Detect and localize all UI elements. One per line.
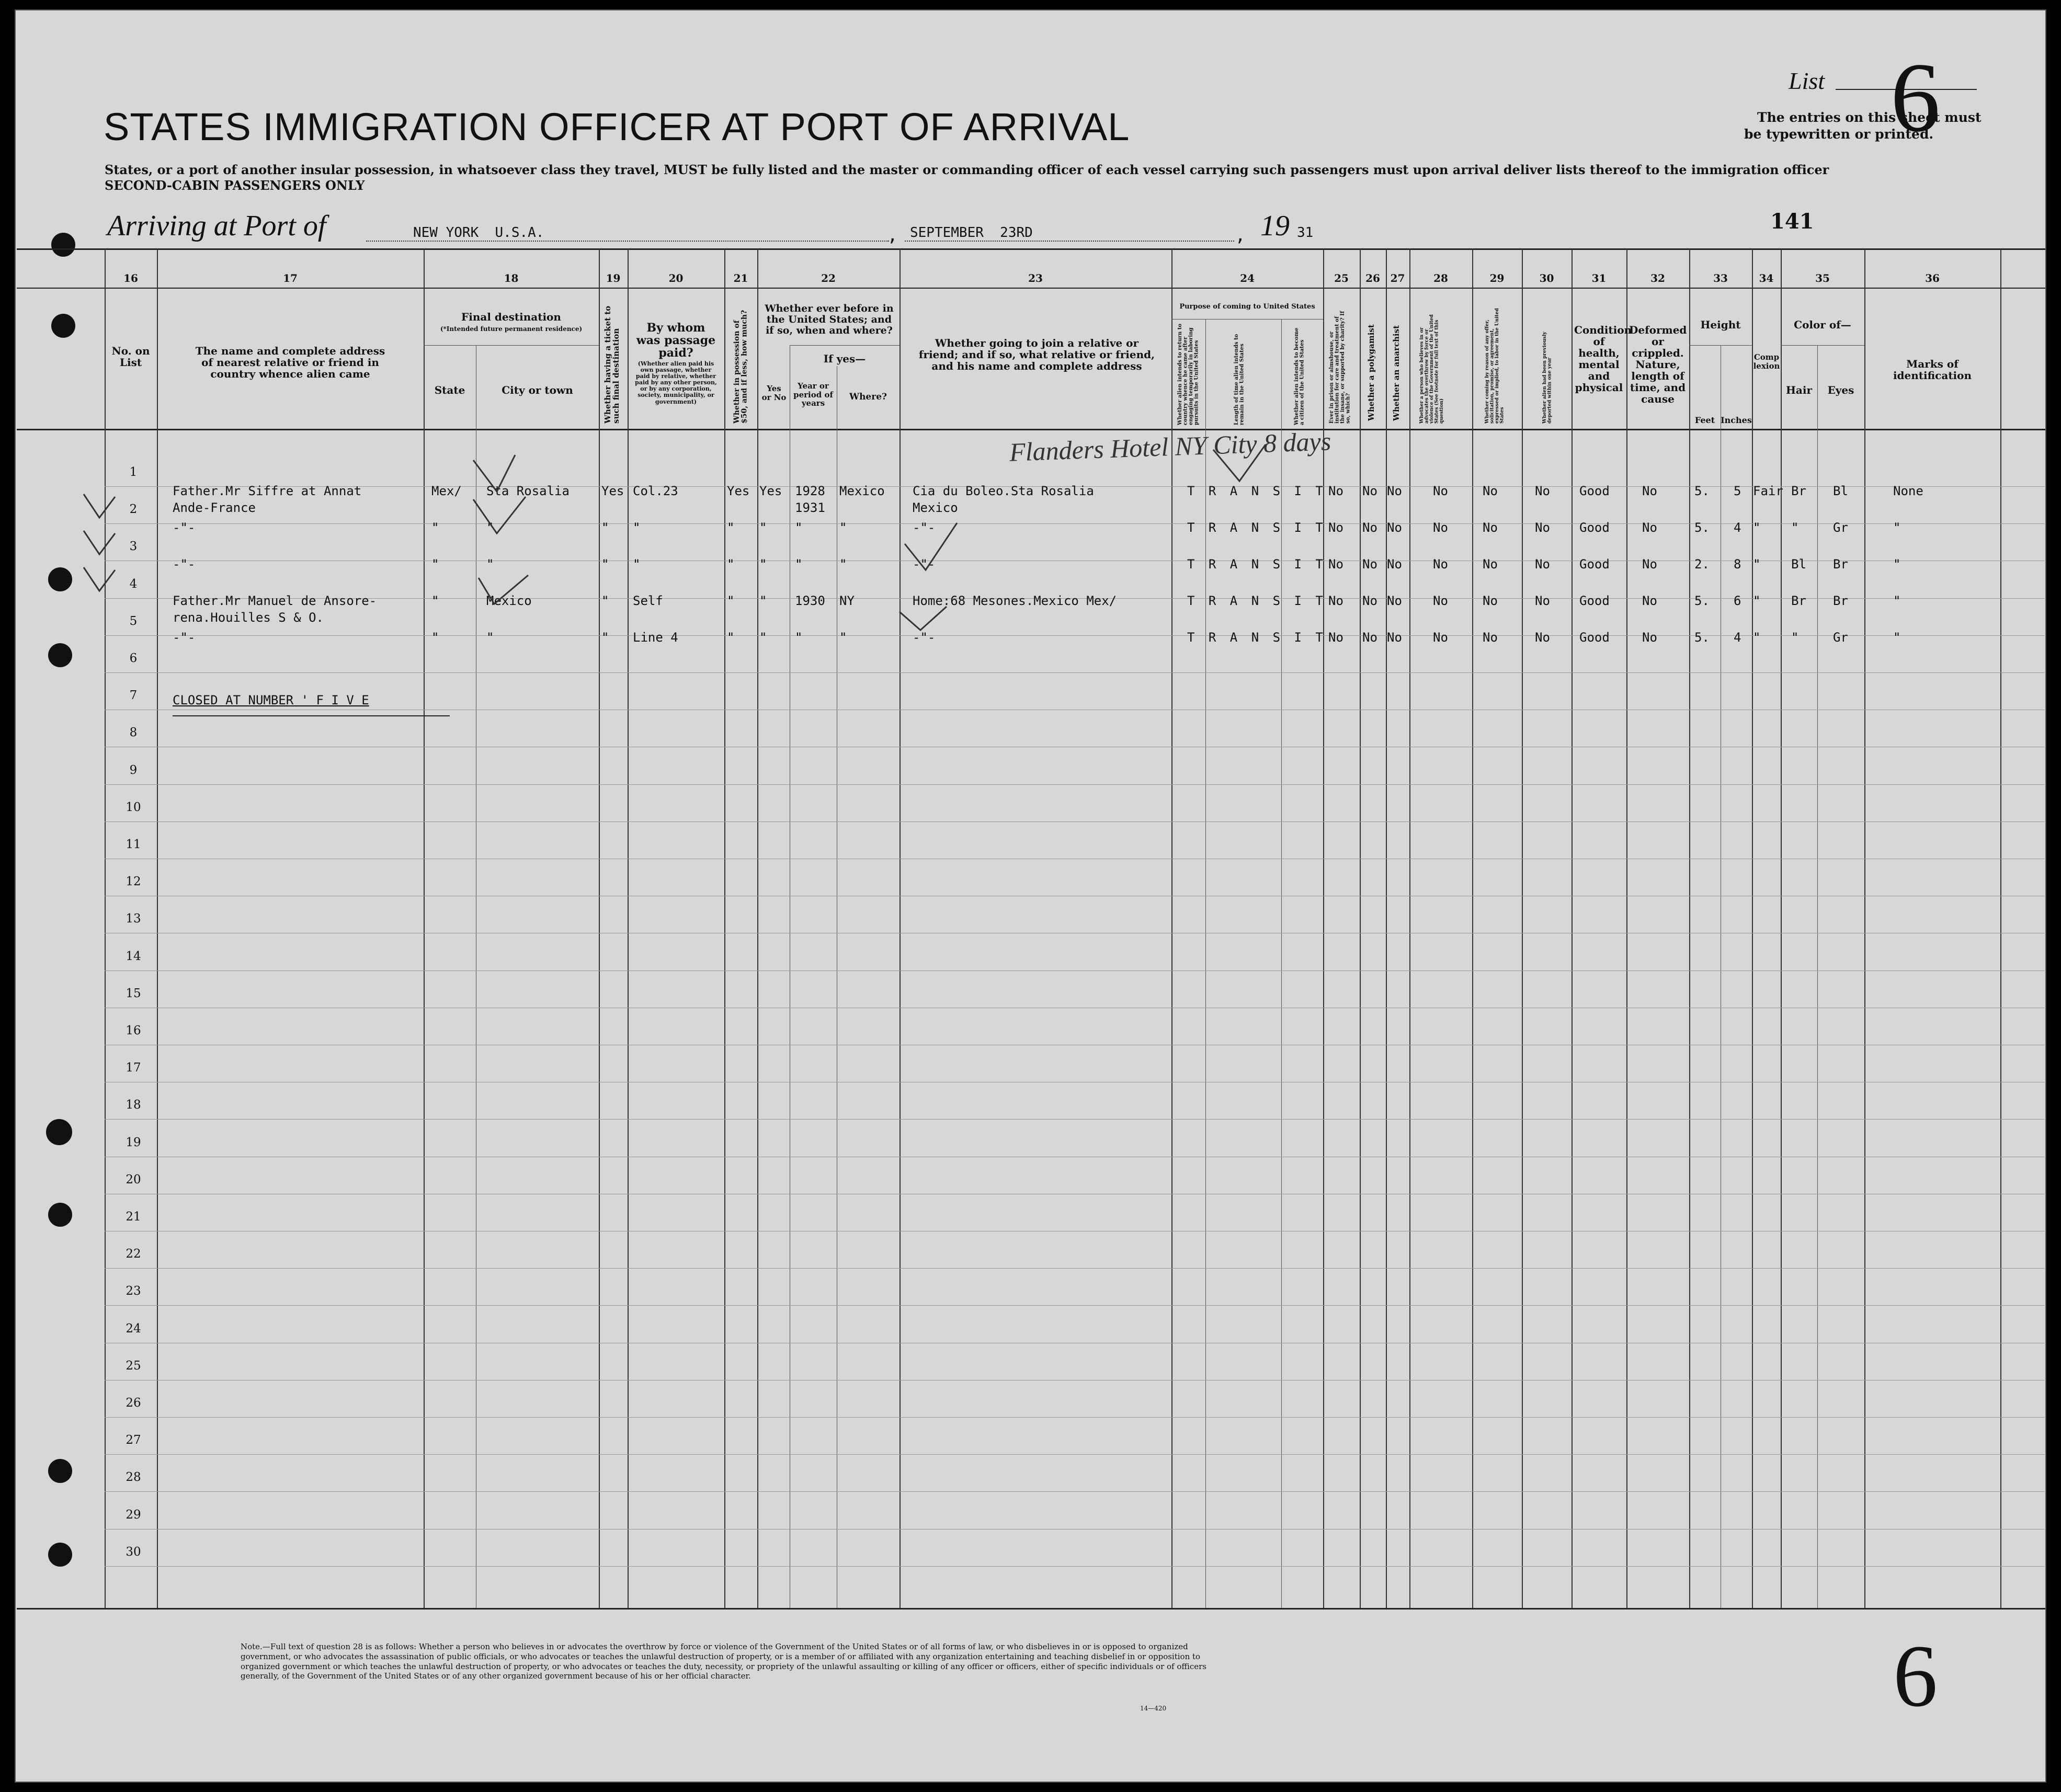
row-number: 3 bbox=[129, 540, 138, 554]
row-number: 14 bbox=[126, 949, 141, 963]
cell-health: Good bbox=[1579, 593, 1610, 608]
header-purpose: Purpose of coming to United States bbox=[1179, 303, 1315, 311]
cell-anarchist: No bbox=[1387, 557, 1402, 572]
cell-marks: None bbox=[1893, 484, 1923, 498]
cell-state: " bbox=[431, 593, 439, 608]
column-number: 23 bbox=[1028, 272, 1043, 284]
cell-anarchist: No bbox=[1387, 520, 1402, 535]
cell-polygamist: No bbox=[1362, 484, 1377, 498]
cell-complexion: " bbox=[1753, 557, 1761, 572]
cell-polygamist: No bbox=[1362, 557, 1377, 572]
column-number: 35 bbox=[1815, 272, 1830, 284]
cell-relative-line2: Ande-France bbox=[173, 500, 256, 515]
column-number: 26 bbox=[1365, 272, 1380, 284]
column-number: 18 bbox=[504, 272, 519, 284]
cell-inches: 5 bbox=[1734, 484, 1741, 498]
header-anarchist: Whether an anarchist bbox=[1392, 325, 1401, 421]
cell-ticket: " bbox=[601, 520, 609, 535]
cell-fifty: " bbox=[727, 630, 735, 645]
cell-ticket: Yes bbox=[601, 484, 624, 498]
cell-prison: No bbox=[1328, 520, 1343, 535]
column-number: 33 bbox=[1713, 272, 1728, 284]
row-number: 26 bbox=[126, 1396, 141, 1410]
cell-hair: Bl bbox=[1791, 557, 1806, 572]
cell-ticket: " bbox=[601, 557, 609, 572]
comma: , bbox=[1237, 222, 1244, 246]
cell-hair: Br bbox=[1791, 484, 1806, 498]
cell-hair: " bbox=[1791, 520, 1799, 535]
cell-prison: No bbox=[1328, 630, 1343, 645]
cell-deformed: No bbox=[1642, 484, 1657, 498]
cell-marks: " bbox=[1893, 557, 1901, 572]
cell-join-line1: Home:68 Mesones.Mexico Mex/ bbox=[913, 593, 1117, 608]
header-final-destination: Final destination bbox=[461, 311, 561, 323]
cell-polygamist: No bbox=[1362, 630, 1377, 645]
footnote: Note.—Full text of question 28 is as follows: Whether a person who believes in or advocates the overthrow by force or violence of the Government of the United States or of all forms of law, or who disbelieves in or is opposed to organized government, or who advocates the assassination of public officials, or who advocates or teaches the unlawful destruction of property, or is a member of or affiliated with any organization entertaining and teaching disbelief in or opposition to organized government or which teaches the unlawful destruction of property, or who advocates or teaches the duty, necessity, or propriety of the unlawful assaulting or killing of any officer or officers, either of specific individuals or of officers generally, of the Government of the United States or of any other organized government because of his or her official character. bbox=[241, 1642, 1206, 1681]
cell-before: Yes bbox=[759, 484, 782, 498]
cell-anarchist: No bbox=[1387, 484, 1402, 498]
cell-purpose: T R A N S I T bbox=[1187, 557, 1326, 572]
cell-purpose: T R A N S I T bbox=[1187, 520, 1326, 535]
cell-relative-line1: -"- bbox=[173, 520, 196, 535]
check-mark bbox=[479, 575, 528, 604]
cell-anarchist: No bbox=[1387, 630, 1402, 645]
cell-q29: No bbox=[1483, 520, 1498, 535]
check-marks bbox=[16, 10, 2046, 1783]
check-mark bbox=[899, 607, 947, 630]
header-possession: Whether in possession of $50, and if less, how much? bbox=[733, 310, 749, 424]
cell-inches: 4 bbox=[1734, 520, 1741, 535]
cell-hair: " bbox=[1791, 630, 1799, 645]
check-mark bbox=[84, 567, 115, 591]
cell-q28: No bbox=[1433, 630, 1448, 645]
cell-prison: No bbox=[1328, 557, 1343, 572]
cell-where: " bbox=[839, 520, 847, 535]
cell-q28: No bbox=[1433, 520, 1448, 535]
cell-inches: 6 bbox=[1734, 593, 1741, 608]
header-purpose-b: Length of time alien intends to remain in the United States bbox=[1234, 332, 1245, 425]
column-number: 32 bbox=[1650, 272, 1665, 284]
cell-city: " bbox=[486, 557, 494, 572]
cell-anarchist: No bbox=[1387, 593, 1402, 608]
header-by-whom-note: (Whether alien paid his own passage, whether paid by relative, whether paid by any other person, or by any corporation, society, municipality, or government) bbox=[635, 360, 717, 405]
header-q28: Whether a person who believes in or advocates the overthrow by force or violence of the Government of the United States (See footnote for full text of this question) bbox=[1419, 313, 1444, 424]
column-number: 20 bbox=[668, 272, 684, 284]
comma: , bbox=[889, 222, 896, 246]
check-mark bbox=[84, 494, 115, 518]
cell-year-line1: " bbox=[795, 557, 803, 572]
row-number: 23 bbox=[126, 1284, 141, 1298]
header-inches: Inches bbox=[1721, 415, 1752, 425]
cell-q28: No bbox=[1433, 593, 1448, 608]
cell-prison: No bbox=[1328, 593, 1343, 608]
subtitle-line1: States, or a port of another insular possession, in whatsoever class they travel, MUST be fully listed and the master or commanding officer of each vessel carrying such passengers must upon arrival deliver lists thereof to the immigration officer bbox=[105, 162, 1829, 177]
cell-deformed: No bbox=[1642, 630, 1657, 645]
cell-join-line1: -"- bbox=[913, 630, 936, 645]
row-number: 6 bbox=[129, 652, 138, 665]
row-number: 29 bbox=[126, 1508, 141, 1522]
header-join-relative: Whether going to join a relative or friend; and if so, what relative or friend, and his name and complete address bbox=[918, 337, 1155, 372]
row-number: 2 bbox=[129, 503, 138, 517]
cell-city: " bbox=[486, 520, 494, 535]
cell-complexion: Fair bbox=[1753, 484, 1783, 498]
column-number: 34 bbox=[1759, 272, 1774, 284]
cell-relative-line1: Father.Mr Manuel de Ansore- bbox=[173, 593, 377, 608]
arriving-label: Arriving at Port of bbox=[107, 210, 326, 242]
header-eyes: Eyes bbox=[1827, 384, 1854, 396]
cell-hair: Br bbox=[1791, 593, 1806, 608]
header-height: Height bbox=[1700, 318, 1741, 331]
column-number: 28 bbox=[1433, 272, 1448, 284]
cell-complexion: " bbox=[1753, 630, 1761, 645]
row-number: 19 bbox=[126, 1135, 141, 1149]
cell-year-line2: 1931 bbox=[795, 500, 825, 515]
cell-before: " bbox=[759, 593, 767, 608]
header-marks: Marks of identification bbox=[1893, 358, 1972, 382]
cell-purpose: T R A N S I T bbox=[1187, 593, 1326, 608]
cell-paid-by: Line 4 bbox=[633, 630, 678, 645]
header-year-period: Year or period of years bbox=[793, 381, 833, 408]
row-number: 25 bbox=[126, 1359, 141, 1373]
header-purpose-a: Whether alien intends to return to country whence he came after engaging temporarily in laboring pursuits in the United States bbox=[1177, 322, 1200, 425]
cell-eyes: Br bbox=[1833, 557, 1848, 572]
cell-health: Good bbox=[1579, 630, 1610, 645]
row-number: 21 bbox=[126, 1210, 141, 1224]
entries-note-line2: be typewritten or printed. bbox=[1744, 127, 1934, 142]
cell-fifty: " bbox=[727, 593, 735, 608]
manifest-sheet bbox=[15, 9, 2046, 1783]
cell-eyes: Bl bbox=[1833, 484, 1848, 498]
cell-fifty: Yes bbox=[727, 484, 750, 498]
cell-before: " bbox=[759, 520, 767, 535]
header-if-yes: If yes— bbox=[823, 352, 866, 365]
cell-paid-by: Self bbox=[633, 593, 663, 608]
header-ticket: Whether having a ticket to such final destination bbox=[603, 303, 621, 424]
cell-city: " bbox=[486, 630, 494, 645]
column-number: 22 bbox=[821, 272, 836, 284]
cell-city: Sta Rosalia bbox=[486, 484, 570, 498]
cell-q29: No bbox=[1483, 630, 1498, 645]
row-number: 27 bbox=[126, 1433, 141, 1447]
entries-note-line1: The entries on this sheet must bbox=[1757, 110, 1982, 125]
row-number: 4 bbox=[129, 577, 138, 591]
header-where: Where? bbox=[849, 392, 887, 402]
cell-marks: " bbox=[1893, 630, 1901, 645]
cell-feet: 2. bbox=[1694, 557, 1710, 572]
row-number: 20 bbox=[126, 1172, 141, 1186]
cell-deformed: No bbox=[1642, 557, 1657, 572]
cell-purpose: T R A N S I T bbox=[1187, 484, 1326, 498]
header-relative: The name and complete address of nearest relative or friend in country whence alien came bbox=[195, 345, 385, 380]
cell-marks: " bbox=[1893, 520, 1901, 535]
cell-polygamist: No bbox=[1362, 520, 1377, 535]
cell-q28: No bbox=[1433, 557, 1448, 572]
cell-where: Mexico bbox=[839, 484, 885, 498]
row-number: 5 bbox=[129, 614, 138, 628]
list-number: 6 bbox=[1891, 43, 1940, 153]
header-no-on-list: No. on List bbox=[111, 345, 150, 369]
header-feet: Feet bbox=[1694, 415, 1715, 425]
cell-feet: 5. bbox=[1694, 484, 1710, 498]
cell-q30: No bbox=[1535, 593, 1550, 608]
cell-before: " bbox=[759, 630, 767, 645]
cell-relative-line1: Father.Mr Siffre at Annat bbox=[173, 484, 362, 498]
cell-deformed: No bbox=[1642, 593, 1657, 608]
cell-state: " bbox=[431, 557, 439, 572]
closed-note: CLOSED AT NUMBER ' F I V E bbox=[173, 693, 369, 707]
row-number: 18 bbox=[126, 1098, 141, 1112]
row-number: 24 bbox=[126, 1321, 141, 1336]
cell-q30: No bbox=[1535, 630, 1550, 645]
cell-eyes: Br bbox=[1833, 593, 1848, 608]
column-number: 19 bbox=[606, 272, 621, 284]
cell-feet: 5. bbox=[1694, 520, 1710, 535]
cell-join-line1: -"- bbox=[913, 557, 936, 572]
row-number: 1 bbox=[129, 465, 138, 479]
list-label: List bbox=[1789, 67, 1825, 94]
cell-ticket: " bbox=[601, 630, 609, 645]
header-deformed: Deformed or crippled. Nature, length of time, and cause bbox=[1629, 324, 1687, 405]
header-purpose-c: Whether alien intends to become a citizen of the United States bbox=[1294, 326, 1305, 425]
check-mark bbox=[473, 455, 515, 492]
header-polygamist: Whether a polygamist bbox=[1367, 324, 1376, 421]
cell-city: Mexico bbox=[486, 593, 532, 608]
cell-inches: 8 bbox=[1734, 557, 1741, 572]
cell-where: " bbox=[839, 557, 847, 572]
cell-health: Good bbox=[1579, 484, 1610, 498]
row-number: 9 bbox=[129, 763, 138, 777]
cell-q28: No bbox=[1433, 484, 1448, 498]
cell-marks: " bbox=[1893, 593, 1901, 608]
header-hair: Hair bbox=[1786, 384, 1812, 396]
page-number: 141 bbox=[1770, 209, 1814, 234]
column-number: 36 bbox=[1925, 272, 1940, 284]
header-prison: Ever in prison or almshouse, or institution for care and treatment of the insane, or supported by charity? If so, which? bbox=[1329, 309, 1351, 424]
cell-deformed: No bbox=[1642, 520, 1657, 535]
header-ever-before: Whether ever before in the United States; and if so, when and where? bbox=[765, 303, 894, 336]
cell-year-line1: " bbox=[795, 520, 803, 535]
cell-join-line1: -"- bbox=[913, 520, 936, 535]
cell-state: Mex/ bbox=[431, 484, 462, 498]
cell-join-line1: Cia du Boleo.Sta Rosalia bbox=[913, 484, 1094, 498]
year-suffix: 31 bbox=[1297, 225, 1314, 241]
column-number: 24 bbox=[1240, 272, 1255, 284]
cell-paid-by: " bbox=[633, 520, 641, 535]
cell-prison: No bbox=[1328, 484, 1343, 498]
cell-eyes: Gr bbox=[1833, 520, 1848, 535]
header-q29: Whether coming by reason of any offer, solicitation, promise, or agreement, expressed or implied, to labor in the United States bbox=[1485, 306, 1505, 424]
row-number: 30 bbox=[126, 1545, 141, 1559]
cell-health: Good bbox=[1579, 557, 1610, 572]
cell-state: " bbox=[431, 520, 439, 535]
header-final-destination-note: (*Intended future permanent residence) bbox=[440, 325, 583, 333]
row-number: 8 bbox=[129, 726, 138, 740]
cell-paid-by: Col.23 bbox=[633, 484, 678, 498]
header-by-whom: By whom was passage paid? bbox=[636, 321, 716, 360]
row-number: 17 bbox=[126, 1061, 141, 1075]
cell-relative-line2: rena.Houilles S & O. bbox=[173, 610, 324, 625]
cell-year-line1: " bbox=[795, 630, 803, 645]
cell-fifty: " bbox=[727, 557, 735, 572]
row-number: 12 bbox=[126, 875, 141, 889]
check-mark bbox=[1213, 444, 1266, 481]
cell-fifty: " bbox=[727, 520, 735, 535]
row-number: 28 bbox=[126, 1470, 141, 1485]
row-number: 15 bbox=[126, 986, 141, 1000]
column-number: 30 bbox=[1539, 272, 1554, 284]
header-city: City or town bbox=[502, 384, 573, 396]
port-value: NEW YORK U.S.A. bbox=[413, 225, 544, 241]
cell-state: " bbox=[431, 630, 439, 645]
cell-eyes: Gr bbox=[1833, 630, 1848, 645]
column-number: 25 bbox=[1334, 272, 1349, 284]
cell-feet: 5. bbox=[1694, 630, 1710, 645]
cell-year-line1: 1928 bbox=[795, 484, 825, 498]
cell-health: Good bbox=[1579, 520, 1610, 535]
cell-q29: No bbox=[1483, 484, 1498, 498]
column-number: 16 bbox=[123, 272, 138, 284]
column-number: 29 bbox=[1489, 272, 1505, 284]
cell-q30: No bbox=[1535, 520, 1550, 535]
header-q30: Whether alien had been previously deported within one year bbox=[1542, 330, 1553, 424]
cell-relative-line1: -"- bbox=[173, 557, 196, 572]
cell-q30: No bbox=[1535, 557, 1550, 572]
row-number: 10 bbox=[126, 800, 141, 814]
cell-relative-line1: -"- bbox=[173, 630, 196, 645]
cell-purpose: T R A N S I T bbox=[1187, 630, 1326, 645]
row-number: 13 bbox=[126, 912, 141, 926]
cell-q29: No bbox=[1483, 557, 1498, 572]
cell-q30: No bbox=[1535, 484, 1550, 498]
handwritten-note: Flanders Hotel NY City 8 days bbox=[1009, 426, 1332, 467]
column-number: 21 bbox=[733, 272, 748, 284]
form-number: 14—420 bbox=[1140, 1705, 1167, 1712]
column-number: 27 bbox=[1390, 272, 1405, 284]
row-number: 11 bbox=[126, 838, 141, 851]
column-number: 17 bbox=[283, 272, 298, 284]
row-number: 22 bbox=[126, 1247, 141, 1261]
cell-year-line1: 1930 bbox=[795, 593, 825, 608]
header-color-of: Color of— bbox=[1794, 318, 1851, 331]
cell-where: " bbox=[839, 630, 847, 645]
bottom-page-number: 6 bbox=[1893, 1627, 1938, 1725]
cell-join-line2: Mexico bbox=[913, 500, 958, 515]
cell-feet: 5. bbox=[1694, 593, 1710, 608]
cell-ticket: " bbox=[601, 593, 609, 608]
header-health: Condition of health, mental and physical bbox=[1574, 324, 1632, 394]
header-state: State bbox=[434, 384, 465, 396]
check-mark bbox=[905, 523, 957, 570]
cell-polygamist: No bbox=[1362, 593, 1377, 608]
header-yes-or-no: Yes or No bbox=[761, 384, 787, 402]
row-number: 16 bbox=[126, 1024, 141, 1037]
year-prefix: 19 bbox=[1260, 210, 1290, 242]
row-number: 7 bbox=[129, 689, 138, 703]
cell-complexion: " bbox=[1753, 593, 1761, 608]
cell-q29: No bbox=[1483, 593, 1498, 608]
subtitle-line2: SECOND-CABIN PASSENGERS ONLY bbox=[105, 178, 365, 193]
check-mark bbox=[84, 531, 115, 554]
cell-where: NY bbox=[839, 593, 855, 608]
check-mark bbox=[473, 497, 526, 533]
column-number: 31 bbox=[1591, 272, 1607, 284]
date-value: SEPTEMBER 23RD bbox=[910, 225, 1033, 241]
cell-paid-by: " bbox=[633, 557, 641, 572]
header-complexion: Complexion bbox=[1753, 352, 1780, 371]
page-title: STATES IMMIGRATION OFFICER AT PORT OF ARRIVAL bbox=[104, 105, 1130, 149]
cell-inches: 4 bbox=[1734, 630, 1741, 645]
cell-complexion: " bbox=[1753, 520, 1761, 535]
cell-before: " bbox=[759, 557, 767, 572]
